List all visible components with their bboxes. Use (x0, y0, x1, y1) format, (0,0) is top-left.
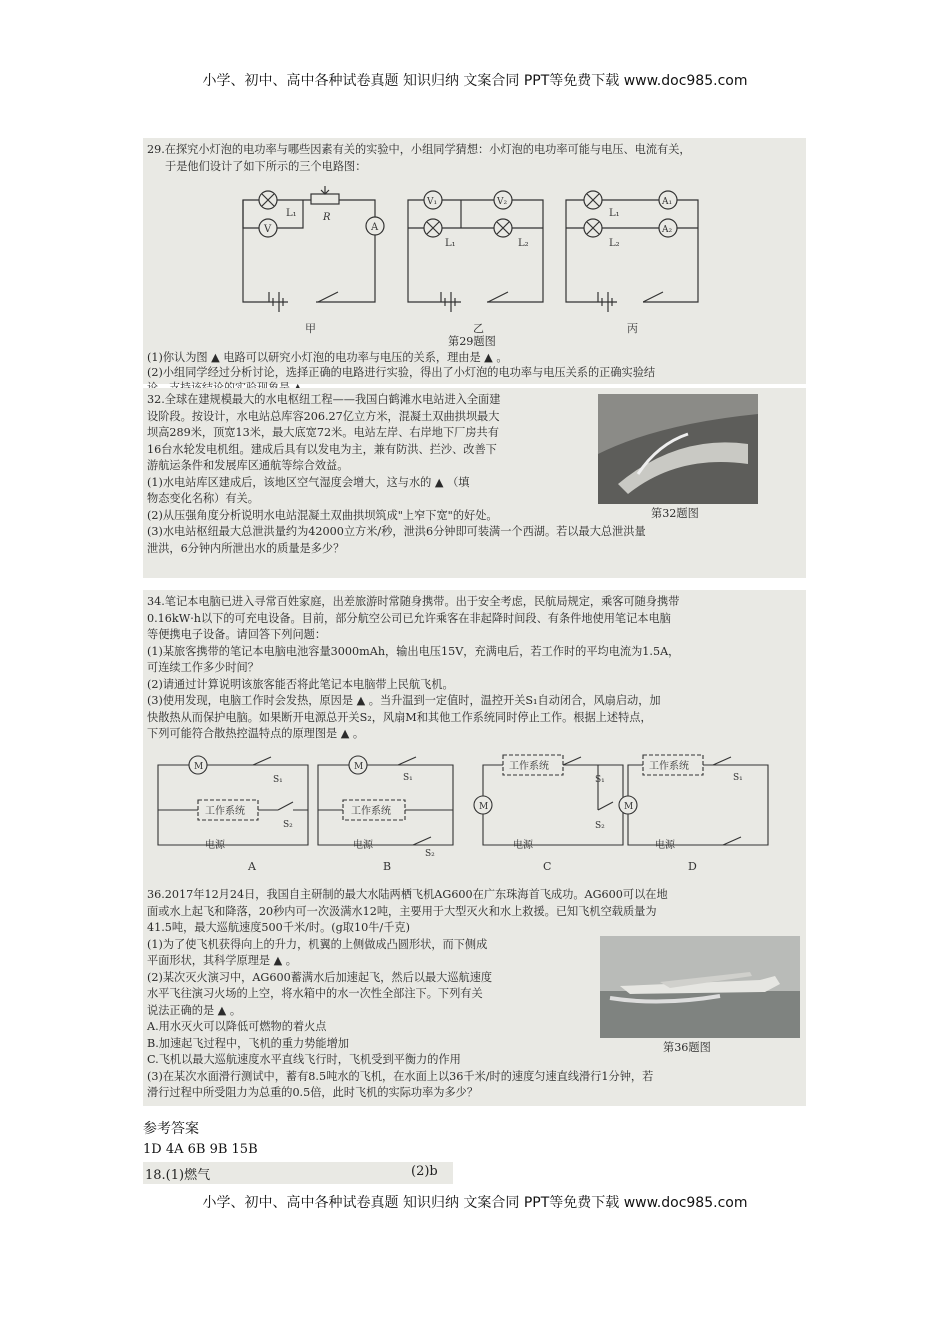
circuit-bing (566, 191, 698, 312)
q32-line: 设阶段。按设计，水电站总库容206.27亿立方米，混凝土双曲拱坝最大 (147, 409, 500, 423)
answers-title: 参考答案 (143, 1121, 199, 1137)
q32-line: 16台水轮发电机组。建成后具有以发电为主，兼有防洪、拦沙、改善下 (147, 442, 497, 456)
answers-q18 (143, 1162, 453, 1184)
opt-a-power: 电源 (205, 840, 225, 851)
opt-c-s1: S₁ (595, 775, 605, 785)
q29-figure-caption: 第29题图 (448, 335, 496, 348)
opt-b-system: 工作系统 (351, 806, 391, 817)
question-32 (143, 388, 806, 578)
q29-circuit-name-bing: 丙 (627, 322, 638, 335)
opt-a-system: 工作系统 (205, 806, 245, 817)
q34-line: 等便携电子设备。请回答下列问题： (147, 628, 327, 641)
page-footer: 小学、初中、高中各种试卷真题 知识归纳 文案合同 PPT等免费下载 www.doc985.com (202, 1195, 748, 1211)
q29-label-a2: A₂ (662, 225, 673, 235)
q36-option-a: A.用水灭火可以降低可燃物的着火点 (147, 1020, 327, 1033)
circuit-jia (243, 186, 384, 312)
opt-b-m: M (354, 762, 364, 772)
q36-line: 滑行过程中所受阻力为总重的0.5倍，此时飞机的实际功率为多少？ (147, 1086, 479, 1099)
q29-label-v2: V₂ (497, 197, 508, 207)
opt-d-power: 电源 (655, 840, 675, 851)
opt-b-s1: S₁ (403, 773, 413, 783)
q29-label-l1: L₁ (286, 208, 297, 219)
q29-label-l1-bing: L₁ (609, 208, 620, 219)
q32-line: (3)水电站枢纽最大总泄洪量约为42000立方米/秒，泄洪6分钟即可装满一个西湖。若以最大总泄洪量 (147, 525, 646, 538)
question-29 (143, 138, 806, 384)
q29-stem-line-2: 于是他们设计了如下所示的三个电路图： (165, 160, 367, 173)
q36-option-b: B.加速起飞过程中，飞机的重力势能增加 (147, 1036, 349, 1050)
q29-circuit-name-yi: 乙 (473, 322, 484, 335)
q34-line: 34.笔记本电脑已进入寻常百姓家庭，出差旅游时常随身携带。出于安全考虑，民航局规定，乘客可随身携带 (147, 595, 680, 608)
q34-option-diagrams (143, 750, 806, 880)
q29-label-v1: V₁ (427, 197, 438, 207)
q32-line: 物态变化名称）有关。 (147, 492, 259, 505)
q36-line: 41.5吨，最大巡航速度500千米/时。(g取10牛/千克) (147, 921, 410, 934)
option-b-label: B (383, 860, 392, 873)
q36-lines (147, 887, 668, 1102)
q36-line: (3)在某次水面滑行测试中，蓄有8.5吨水的飞机，在水面上以36千米/时的速度匀速直线滑行1分钟，若 (147, 1069, 654, 1083)
opt-a-s2: S₂ (283, 820, 293, 830)
q34-line: 下列可能符合散热控温特点的原理图是 ▲ 。 (147, 727, 365, 740)
q29-sub-1: (1)你认为图 ▲ 电路可以研究小灯泡的电功率与电压的关系，理由是 ▲ 。 (147, 351, 508, 364)
q36-option-c: C.飞机以最大巡航速度水平直线飞行时，飞机受到平衡力的作用 (147, 1053, 461, 1066)
q34-line: (3)使用发现，电脑工作时会发热，原因是 ▲ 。当升温到一定值时，温控开关S₁自动闭合，风扇启动，加 (147, 694, 661, 707)
option-a-label: A (248, 860, 256, 873)
q29-label-a: A (371, 222, 379, 233)
q34-lines (147, 594, 679, 743)
q32-line: 游航运条件和发展库区通航等综合效益。 (147, 459, 349, 472)
q36-figure-caption: 第36题图 (663, 1041, 711, 1054)
q34-line: 快散热从而保护电脑。如果断开电源总开关S₂，风扇M和其他工作系统同时停止工作。根据上述特点， (147, 710, 652, 724)
answer-18-2: (2)b (411, 1164, 438, 1179)
q29-label-l1-yi: L₁ (445, 238, 456, 249)
q29-circuit-name-jia: 甲 (305, 322, 316, 335)
question-34 (143, 590, 806, 884)
q36-line: 说法正确的是 ▲ 。 (147, 1003, 242, 1017)
page-header: 小学、初中、高中各种试卷真题 知识归纳 文案合同 PPT等免费下载 www.doc985.com (202, 73, 748, 89)
dam-photo (598, 394, 758, 504)
q36-line: (2)某次灭火演习中，AG600蓄满水后加速起飞，然后以最大巡航速度 (147, 970, 493, 984)
answers-choices: 1D 4A 6B 9B 15B (143, 1142, 258, 1157)
q36-line: 水平飞往演习火场的上空，将水箱中的水一次性全部注下。下列有关 (147, 987, 483, 1000)
opt-d-m: M (624, 802, 634, 812)
circuit-yi (408, 191, 543, 312)
q29-stem-line-1: 29.在探究小灯泡的电功率与哪些因素有关的实验中，小组同学猜想：小灯泡的电功率可能与电压、电流有关， (147, 143, 691, 156)
answer-18-1: 18.(1)燃气 (145, 1168, 211, 1183)
opt-d-system: 工作系统 (649, 761, 689, 772)
q36-line: 面或水上起飞和降落，20秒内可一次汲满水12吨，主要用于大型灭火和水上救援。已知飞机空载质量为 (147, 904, 657, 918)
q32-line: 32.全球在建规模最大的水电枢纽工程——我国白鹤滩水电站进入全面建 (147, 393, 501, 406)
q32-line: (2)从压强角度分析说明水电站混凝土双曲拱坝筑成"上窄下宽"的好处。 (147, 508, 498, 522)
q29-label-l2-bing: L₂ (609, 238, 620, 249)
option-a-circuit (158, 756, 308, 845)
q32-figure-caption: 第32题图 (651, 507, 699, 520)
q36-line: (1)为了使飞机获得向上的升力，机翼的上侧做成凸圆形状，而下侧成 (147, 937, 488, 951)
opt-b-power: 电源 (353, 840, 373, 851)
q29-label-l2-yi: L₂ (518, 238, 529, 249)
opt-c-power: 电源 (513, 840, 533, 851)
q32-lines (147, 392, 646, 557)
question-36 (143, 884, 806, 1106)
option-c-label: C (543, 860, 552, 873)
opt-c-system: 工作系统 (509, 761, 549, 772)
q32-line: 泄洪，6分钟内所泄出水的质量是多少？ (147, 541, 345, 555)
q29-label-a1: A₁ (662, 197, 673, 207)
q34-line: (1)某旅客携带的笔记本电脑电池容量3000mAh，输出电压15V，充满电后，若工作时的平均电流为1.5A， (147, 644, 680, 658)
q29-label-r: R (323, 212, 331, 223)
opt-a-s1: S₁ (273, 775, 283, 785)
q32-line: 坝高289米，顶宽13米，最大底宽72米。电站左岸、右岸地下厂房共有 (147, 426, 499, 439)
q29-label-v: V (264, 224, 272, 235)
q34-line: 0.16kW·h以下的可充电设备。目前，部分航空公司已允许乘客在非起降时间段、有条件地使用笔记本电脑 (147, 611, 671, 625)
option-d-label: D (688, 860, 697, 873)
q34-line: 可连续工作多少时间？ (147, 661, 259, 674)
opt-a-m: M (194, 762, 204, 772)
q29-circuit-diagrams (143, 182, 806, 342)
q29-sub-2a: (2)小组同学经过分析讨论，选择正确的电路进行实验，得出了小灯泡的电功率与电压关系的正确实验结 (147, 366, 656, 379)
seaplane-photo (600, 936, 800, 1038)
opt-c-m: M (479, 802, 489, 812)
option-b-circuit (318, 756, 453, 845)
q36-line: 平面形状，其科学原理是 ▲ 。 (147, 954, 297, 967)
q32-line: (1)水电站库区建成后，该地区空气湿度会增大，这与水的 ▲ （填 (147, 475, 470, 489)
opt-b-s2: S₂ (425, 849, 435, 859)
option-d-circuit (619, 755, 768, 845)
opt-d-s1: S₁ (733, 773, 743, 783)
opt-c-s2: S₂ (595, 821, 605, 831)
q36-line: 36.2017年12月24日，我国自主研制的最大水陆两栖飞机AG600在广东珠海首飞成功。AG600可以在地 (147, 888, 668, 901)
q34-line: (2)请通过计算说明该旅客能否将此笔记本电脑带上民航飞机。 (147, 677, 454, 691)
